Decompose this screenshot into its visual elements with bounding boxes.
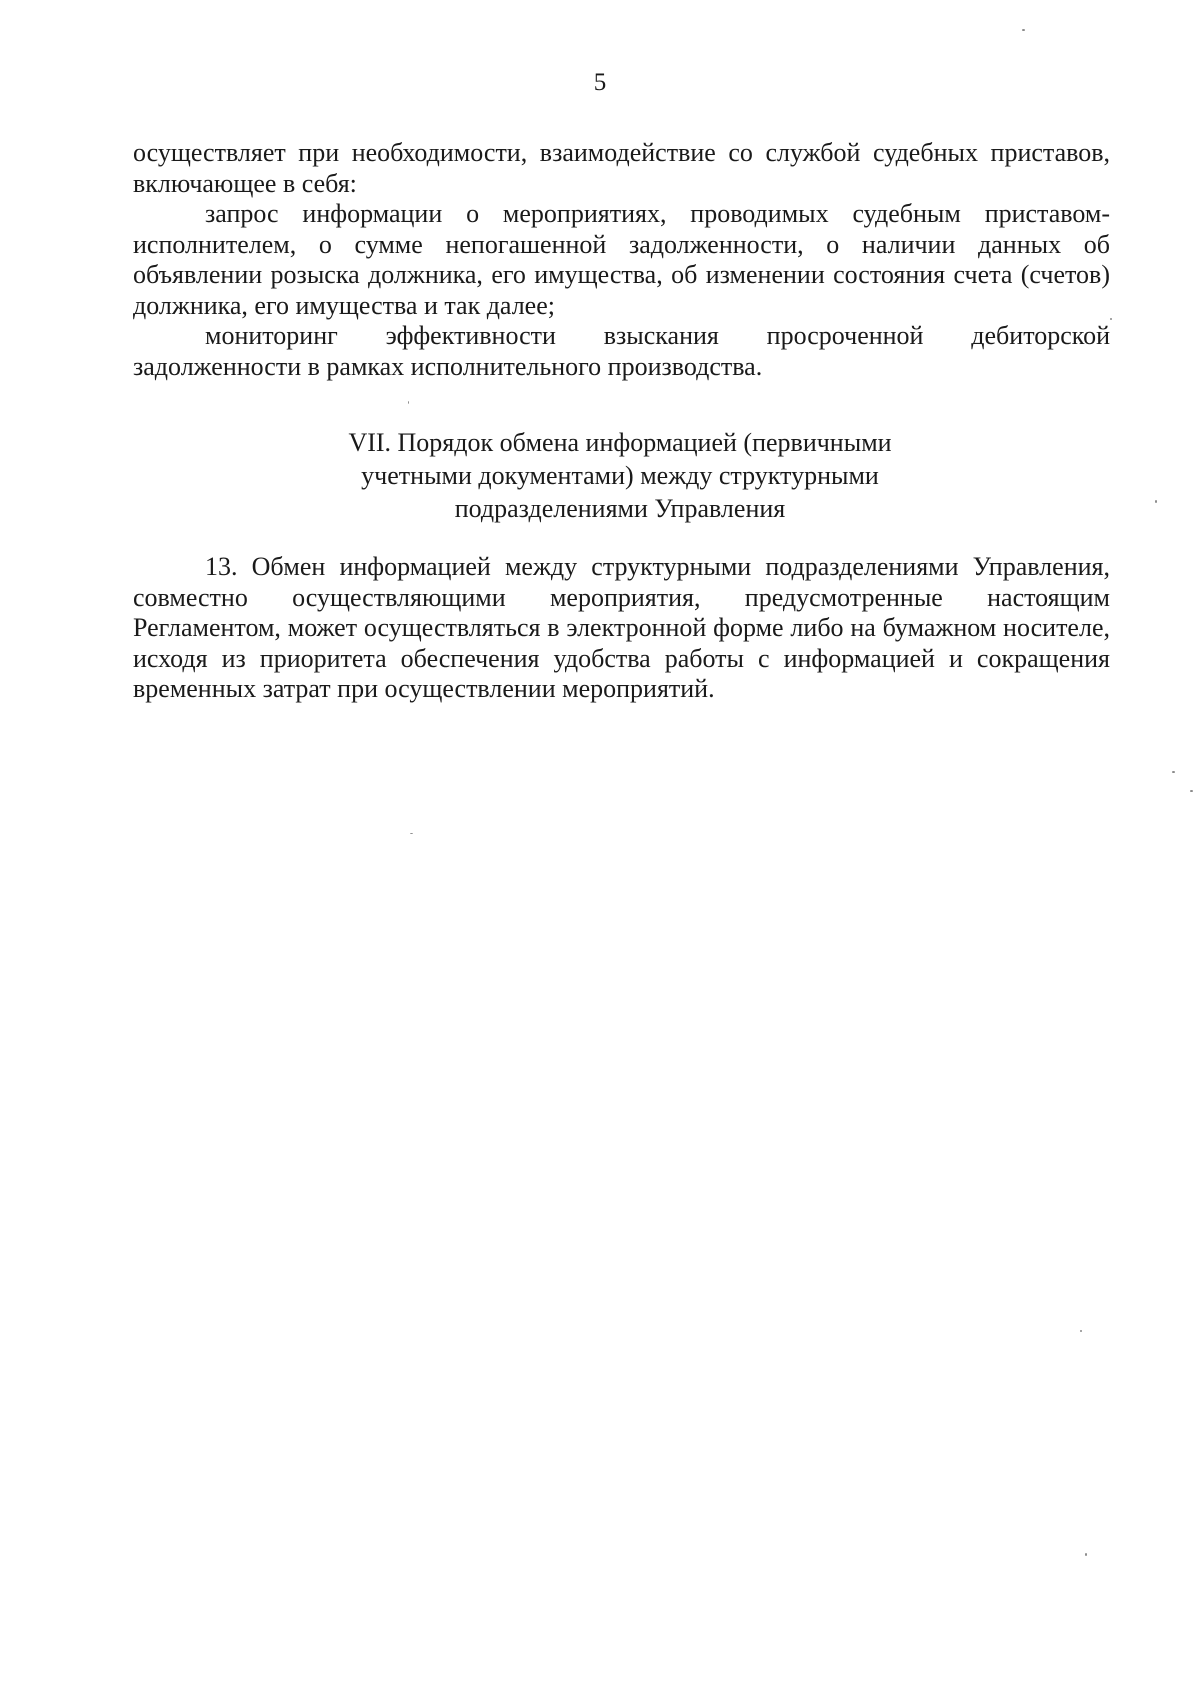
scan-speck — [1085, 1553, 1087, 1556]
page-number: 5 — [593, 69, 607, 96]
section-heading-line: подразделениями Управления — [454, 494, 786, 523]
scan-speck — [1110, 318, 1112, 320]
scan-speck — [1080, 1330, 1082, 1332]
scan-speck — [408, 401, 409, 404]
scan-speck — [1155, 500, 1157, 503]
paragraph-clause-13: 13. Обмен информацией между структурными подразделениями Управления, совместно осуществляющими мероприятия, предусмотренные настоящим Регламентом, может осуществляться в электронной форме либо на бумажном носителе, исходя из приоритета обеспечения удобства работы с информацией и сокращения временных затрат при осуществлении мероприятий. — [133, 552, 1110, 703]
scan-speck — [1022, 29, 1025, 31]
scan-speck — [1172, 771, 1175, 773]
section-heading-line: VII. Порядок обмена информацией (первичными — [348, 428, 892, 457]
responsibilities-list — [133, 138, 1110, 382]
paragraph-monitoring: мониторинг эффективности взыскания просроченной дебиторской задолженности в рамках исполнительного производства. — [133, 321, 1110, 381]
clause-13 — [133, 552, 1110, 705]
scan-speck — [410, 833, 413, 834]
paragraph-bailiff-interaction: осуществляет при необходимости, взаимодействие со службой судебных приставов, включающее в себя: — [133, 138, 1110, 198]
scan-speck — [1190, 790, 1193, 792]
section-heading-line: учетными документами) между структурными — [361, 461, 879, 490]
paragraph-information-request: запрос информации о мероприятиях, проводимых судебным приставом-исполнителем, о сумме непогашенной задолженности, о наличии данных об объявлении розыска должника, его имущества, об изменении состояния счета (счетов) должника, его имущества и так далее; — [133, 199, 1110, 320]
section-heading — [0, 426, 1200, 525]
